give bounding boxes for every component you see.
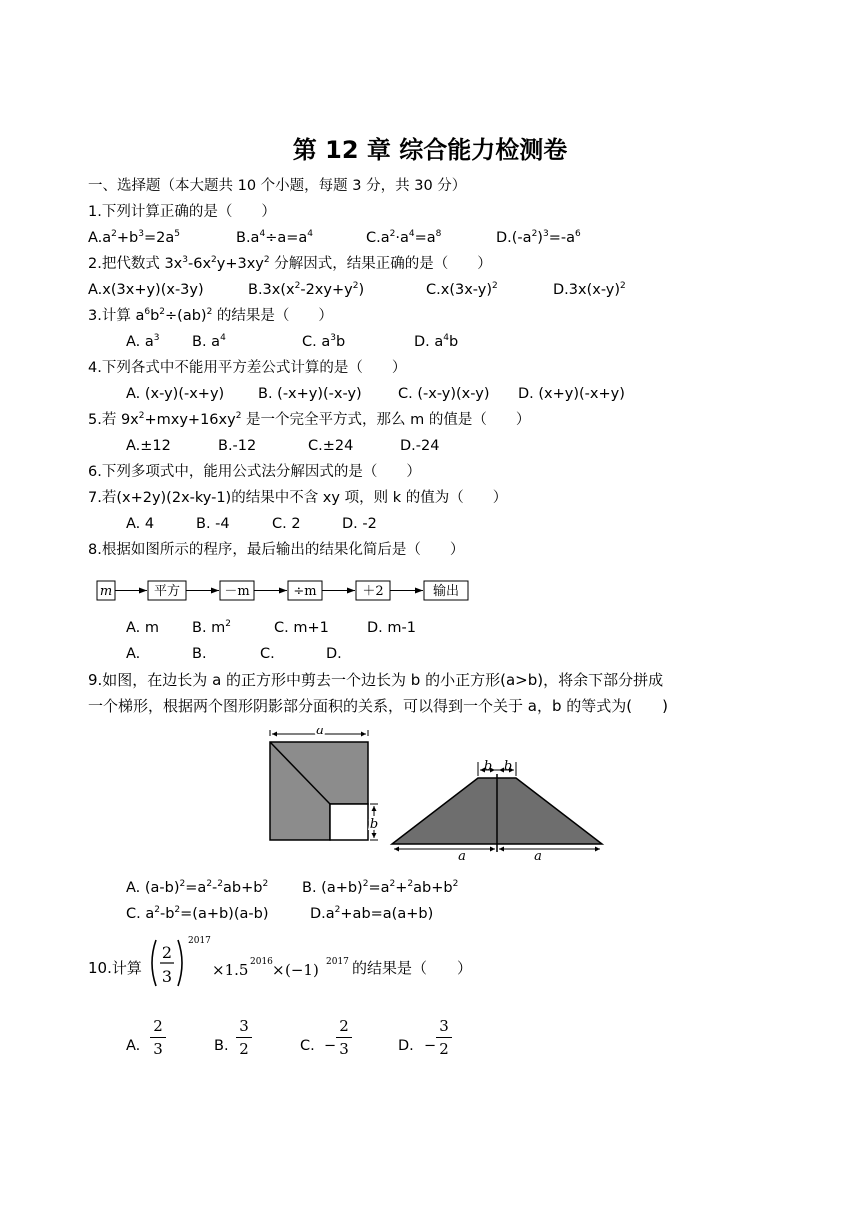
svg-text:2017: 2017 <box>188 936 211 946</box>
q4-stem: 4.下列各式中不能用平方差公式计算的是（ ） <box>88 360 407 376</box>
q9-option-b: B. $(a+b)^2=a^2+^2ab+b^2$ <box>302 879 459 896</box>
q3-option-a: A. $a^3$ <box>126 333 160 350</box>
q3-stem: 3.计算 $a^6b^2\div(ab)^2$ 的结果是（ ） <box>88 307 333 324</box>
q2-stem: 2.把代数式 $3x^3-6x^2y+3xy^2$ 分解因式，结果正确的是（ ） <box>88 255 492 272</box>
section-heading: 一、选择题（本大题共 10 个小题，每题 3 分，共 30 分） <box>88 178 467 194</box>
q2-option-a: A.x(3x+y)(x-3y) <box>88 282 204 298</box>
svg-text:b: b <box>503 759 513 774</box>
flow-box-output <box>424 581 468 600</box>
svg-text:2: 2 <box>161 943 173 962</box>
q7-option-a: A. 4 <box>126 516 155 532</box>
q10-option-b-fraction: 3 2 <box>236 1016 252 1059</box>
q5-option-d: D.-24 <box>400 438 440 454</box>
svg-text:×: × <box>272 961 285 979</box>
q7-option-b: B. -4 <box>196 516 230 532</box>
q2-option-b: $B.3x(x^2-2xy+y^2)$ <box>248 281 365 298</box>
q10-option-c-fraction: 2 3 <box>336 1016 352 1059</box>
svg-text:m: m <box>99 584 113 599</box>
flow-box-m <box>97 581 115 600</box>
q9-option-c: C. $a^2-b^2=(a+b)(a-b)$ <box>126 905 269 922</box>
svg-text:a: a <box>316 728 324 738</box>
q3-option-b: B. $a^4$ <box>192 333 226 350</box>
q7-option-d: D. -2 <box>342 516 377 532</box>
flow-box-square <box>148 581 186 600</box>
program-flowchart <box>96 578 476 604</box>
q4-option-b: B. (-x+y)(-x-y) <box>258 386 362 402</box>
q1-option-b: $B.a^4\div a=a^4$ <box>236 229 313 246</box>
svg-text:输出: 输出 <box>432 584 460 599</box>
q7-stem: 7.若(x+2y)(2x-ky-1)的结果中不含 xy 项，则 k 的值为（ ） <box>88 490 508 506</box>
square-with-cutout <box>270 728 378 840</box>
svg-text:÷m: ÷m <box>293 584 317 599</box>
q1-option-d: $D.(-a^2)^3=-a^6$ <box>496 229 581 246</box>
q8-option-b: B. $m^2$ <box>192 619 232 636</box>
q8-option-d-blank: D. <box>326 646 342 662</box>
q7-option-c: C. 2 <box>272 516 301 532</box>
q5-option-c: C.±24 <box>308 438 354 454</box>
q10-option-b-label: B. <box>214 1038 229 1054</box>
svg-text:b: b <box>369 817 379 832</box>
flow-box-divide-m <box>288 581 322 600</box>
q2-option-d: $D.3x(x-y)^2$ <box>553 281 626 298</box>
q8-option-a-blank: A. <box>126 646 141 662</box>
q5-option-a: A.±12 <box>126 438 171 454</box>
q10-option-d-minus: − <box>424 1038 437 1054</box>
svg-text:a: a <box>458 849 466 864</box>
q2-option-c: $C.x(3x-y)^2$ <box>426 281 498 298</box>
q10-option-a-label: A. <box>126 1038 141 1054</box>
q3-option-c: C. $a^3b$ <box>302 333 346 350</box>
q5-stem: 5.若 $9x^2+mxy+16xy^2$ 是一个完全平方式，那么 m 的值是（ ） <box>88 411 531 428</box>
flow-box-plus-2 <box>356 581 390 600</box>
q9-option-a: A. $(a-b)^2=a^2-^2ab+b^2$ <box>126 879 269 896</box>
q1-stem: 1.下列计算正确的是（ ） <box>88 204 276 220</box>
svg-text:2016: 2016 <box>250 957 273 967</box>
page-title: 第 12 章 综合能力检测卷 <box>292 136 568 164</box>
q10-suffix: 的结果是（ ） <box>352 959 473 977</box>
q4-option-d: D. (x+y)(-x+y) <box>518 386 625 402</box>
svg-text:b: b <box>483 759 493 774</box>
svg-text:＋2: ＋2 <box>362 584 384 599</box>
q4-option-c: C. (-x-y)(x-y) <box>398 386 490 402</box>
q8-stem: 8.根据如图所示的程序，最后输出的结果化简后是（ ） <box>88 542 465 558</box>
svg-text:2017: 2017 <box>326 957 349 967</box>
q10-option-d-label: D. <box>398 1038 414 1054</box>
q3-option-d: D. $a^4b$ <box>414 333 459 350</box>
q1-option-a: $A.a^2+b^3=2a^5$ <box>88 229 180 246</box>
svg-text:(−1): (−1) <box>285 961 319 979</box>
svg-text:－m: －m <box>224 584 250 599</box>
q1-option-c: $C.a^2\cdot a^4=a^8$ <box>366 229 442 246</box>
q5-option-b: B.-12 <box>218 438 257 454</box>
q10-option-d-fraction: 3 2 <box>436 1016 452 1059</box>
q6-stem: 6.下列多项式中，能用公式法分解因式的是（ ） <box>88 464 421 480</box>
q8-option-d: D. m-1 <box>367 620 416 636</box>
q9-option-d: $D.a^2+ab=a(a+b)$ <box>310 905 434 922</box>
q8-option-c: C. m+1 <box>274 620 329 636</box>
q10-option-c-minus: − <box>324 1038 337 1054</box>
svg-text:a: a <box>534 849 542 864</box>
q4-option-a: A. (x-y)(-x+y) <box>126 386 225 402</box>
q9-stem-line1: 9.如图，在边长为 a 的正方形中剪去一个边长为 b 的小正方形(a>b)，将余下部分拼成 <box>88 671 664 689</box>
flow-box-minus-m <box>220 581 254 600</box>
q10-expression <box>146 930 356 996</box>
q9-figure <box>262 728 622 868</box>
q10-prefix: 10.计算 <box>88 959 142 977</box>
svg-text:×1.5: ×1.5 <box>212 961 249 979</box>
q10-option-a-fraction: 2 3 <box>150 1016 166 1059</box>
q9-stem-line2: 一个梯形，根据两个图形阴影部分面积的关系，可以得到一个关于 a，b 的等式为( ) <box>88 697 668 715</box>
svg-text:平方: 平方 <box>153 584 181 599</box>
svg-text:3: 3 <box>161 967 173 986</box>
q8-option-a: A. m <box>126 620 160 636</box>
q8-option-c-blank: C. <box>260 646 275 662</box>
trapezoid <box>392 759 602 864</box>
q10-option-c-label: C. <box>300 1038 315 1054</box>
q8-option-b-blank: B. <box>192 646 207 662</box>
